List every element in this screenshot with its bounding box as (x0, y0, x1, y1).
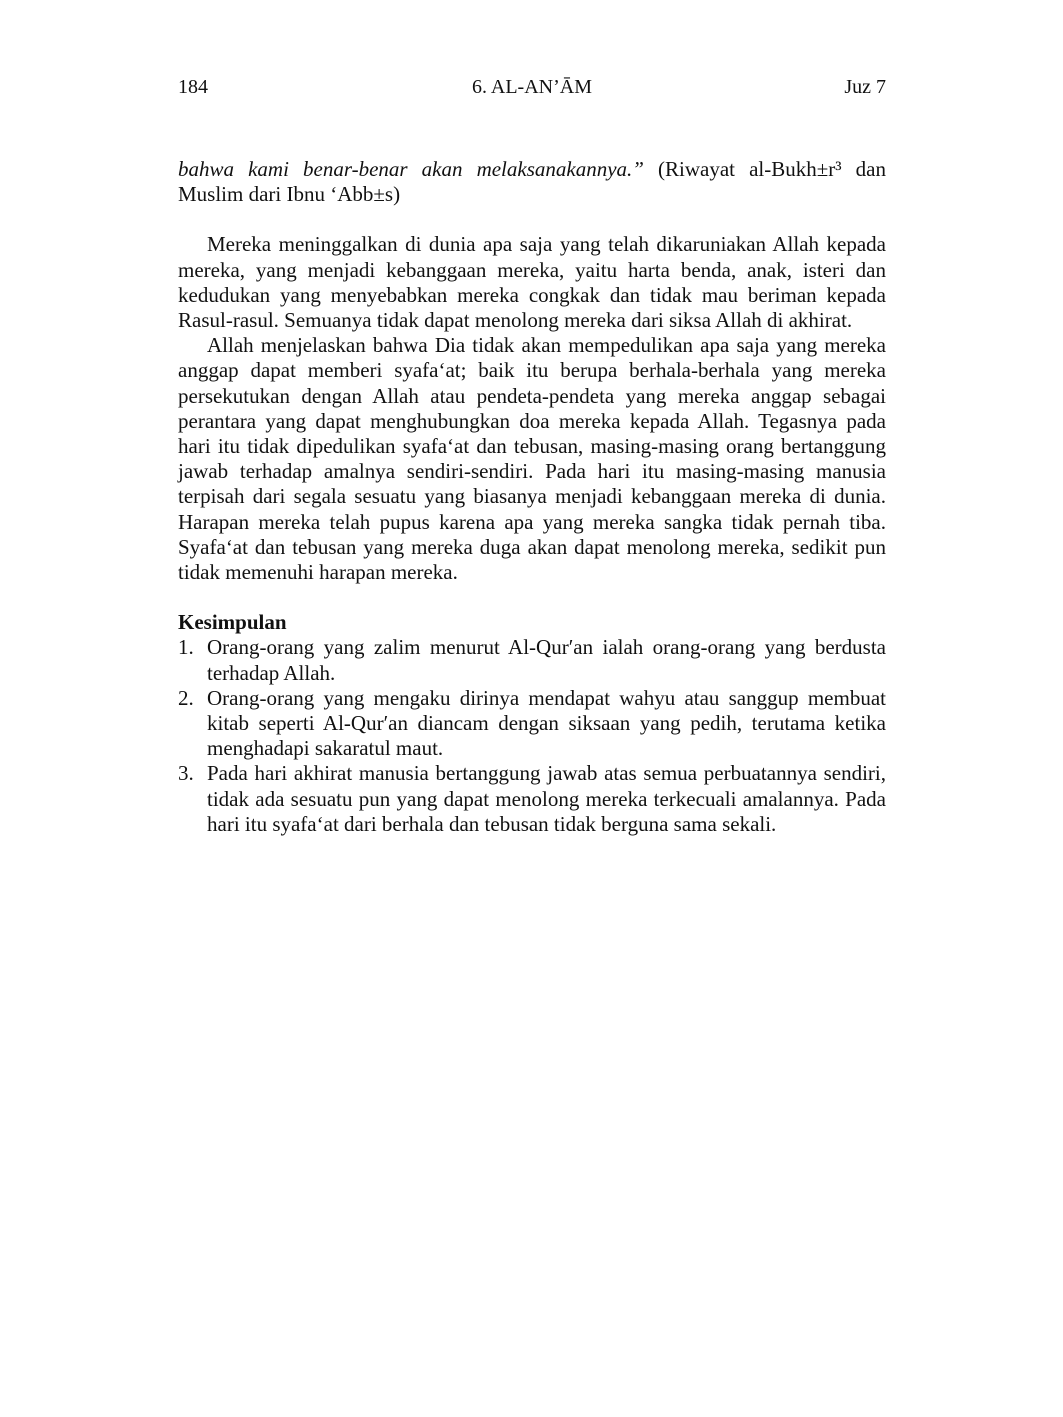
list-item (178, 686, 886, 762)
chapter-title: 6. AL-AN’ĀM (472, 76, 592, 98)
juz-label: Juz 7 (844, 76, 886, 98)
section-heading: Kesimpulan (178, 610, 287, 635)
page-header (178, 76, 886, 106)
quote-italic-text: bahwa kami benar-benar akan melaksanakannya.” (178, 157, 644, 181)
paragraph-2: Allah menjelaskan bahwa Dia tidak akan mempedulikan apa saja yang mereka anggap dapat memberi syafa‘at; baik itu berupa berhala-berhala yang mereka persekutukan dengan Allah atau pendeta-pendeta yang mereka anggap sebagai perantara yang dapat menghubungkan doa mereka kepada Allah. Tegasnya pada hari itu tidak dipedulikan syafa‘at dan tebusan, masing-masing orang bertanggung jawab terhadap amalnya sendiri-sendiri. Pada hari itu masing-masing manusia terpisah dari segala sesuatu yang biasanya menjadi kebanggaan mereka di dunia. Harapan mereka telah pupus karena apa yang mereka sangka tidak pernah tiba. Syafa‘at dan tebusan yang mereka duga akan dapat menolong mereka, sedikit pun tidak memenuhi harapan mereka. (178, 333, 886, 585)
list-item-text: Orang-orang yang zalim menurut Al-Qur′an ialah orang-orang yang berdusta terhadap Allah. (207, 635, 886, 685)
list-item (178, 635, 886, 685)
list-item-text: Pada hari akhirat manusia bertanggung jawab atas semua perbuatannya sendiri, tidak ada sesuatu pun yang dapat menolong mereka terkecuali amalannya. Pada hari itu syafa‘at dari berhala dan tebusan tidak berguna sama sekali. (207, 761, 886, 836)
page-number: 184 (178, 76, 208, 98)
list-item-number: 2. (178, 685, 194, 710)
conclusion-list (178, 635, 886, 837)
list-item-number: 3. (178, 761, 194, 786)
quote-continuation (178, 157, 886, 207)
paragraph-1: Mereka meninggalkan di dunia apa saja yang telah dikaruniakan Allah kepada mereka, yang menjadi kebanggaan mereka, yaitu harta benda, anak, isteri dan kedudukan yang menyebabkan mereka congkak dan tidak mau beriman kepada Rasul-rasul. Semuanya tidak dapat menolong mereka dari siksa Allah di akhirat. (178, 232, 886, 333)
list-item-number: 1. (178, 635, 194, 660)
list-item-text: Orang-orang yang mengaku dirinya mendapat wahyu atau sanggup membuat kitab seperti Al-Qur′an diancam dengan siksaan yang pedih, terutama ketika menghadapi sakaratul maut. (207, 685, 886, 761)
list-item (178, 761, 886, 837)
quote-source: (Riwayat al-Bukh±r³ dan Muslim dari Ibnu ‘Abb±s) (178, 157, 886, 207)
page-content (178, 157, 886, 837)
